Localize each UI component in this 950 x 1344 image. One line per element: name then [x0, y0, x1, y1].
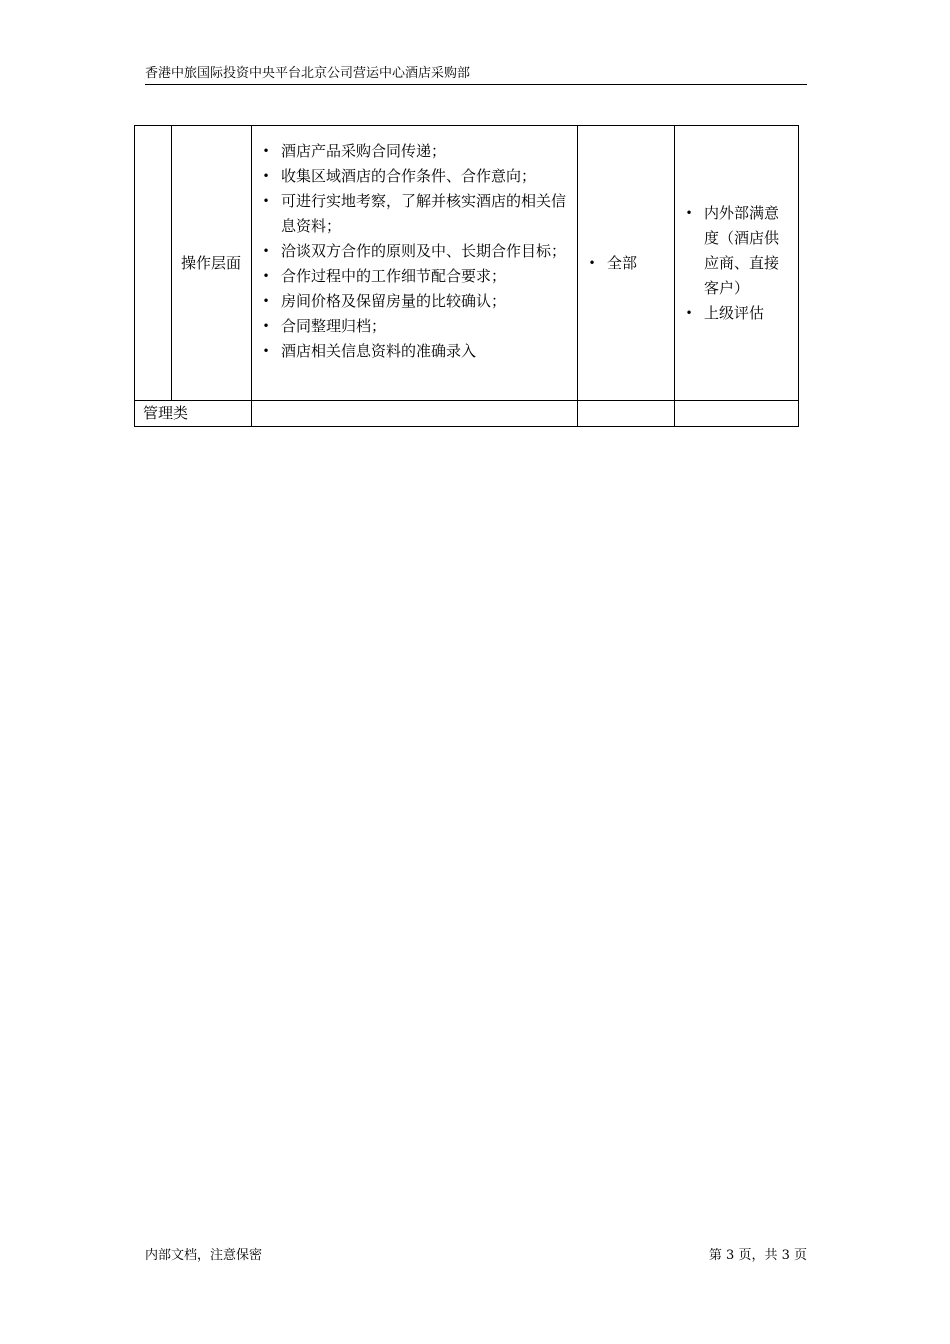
category-cell: 管理类: [135, 401, 252, 427]
list-item: [260, 139, 569, 164]
scope-list: [578, 251, 674, 276]
bullet-dot-icon: •: [262, 193, 270, 208]
level-cell: 操作层面: [172, 126, 252, 401]
list-item: [260, 339, 569, 364]
list-item: [683, 201, 790, 301]
evaluation-list: [675, 201, 798, 326]
bullet-dot-icon: •: [262, 243, 270, 258]
list-item-text: 全部: [607, 253, 638, 272]
table-row: [135, 401, 799, 427]
list-item-text: 内外部满意度（酒店供应商、直接客户）: [704, 203, 780, 297]
table-cell-empty: [578, 401, 675, 427]
bullet-dot-icon: •: [262, 268, 270, 283]
table-cell-empty: [135, 126, 172, 401]
table-cell-empty: [675, 401, 799, 427]
list-item-text: 房间价格及保留房量的比较确认；: [281, 291, 507, 310]
bullet-dot-icon: •: [262, 343, 270, 358]
bullet-dot-icon: •: [262, 318, 270, 333]
bullet-dot-icon: •: [685, 205, 693, 220]
list-item-text: 可进行实地考察，了解并核实酒店的相关信息资料；: [281, 191, 567, 235]
list-item: [260, 289, 569, 314]
duty-table: [134, 125, 799, 427]
header-divider: [145, 84, 807, 85]
footer-confidential: 内部文档，注意保密: [145, 1248, 263, 1263]
list-item: [586, 251, 666, 276]
list-item-text: 洽谈双方合作的原则及中、长期合作目标；: [281, 241, 567, 260]
page-header-title: 香港中旅国际投资中央平台北京公司营运中心酒店采购部: [145, 66, 471, 81]
scope-cell: [578, 126, 675, 401]
list-item: [260, 189, 569, 239]
list-item-text: 收集区域酒店的合作条件、合作意向；: [281, 166, 537, 185]
bullet-dot-icon: •: [262, 293, 270, 308]
list-item-text: 合作过程中的工作细节配合要求；: [281, 266, 507, 285]
list-item: [260, 164, 569, 189]
list-item: [260, 314, 569, 339]
table-row: [135, 126, 799, 401]
bullet-dot-icon: •: [588, 255, 596, 270]
list-item: [683, 301, 790, 326]
responsibility-list: [252, 134, 577, 393]
list-item-text: 上级评估: [704, 303, 765, 322]
list-item-text: 酒店相关信息资料的准确录入: [281, 341, 477, 360]
footer-page-number: 第 3 页，共 3 页: [708, 1248, 807, 1263]
list-item-text: 合同整理归档；: [281, 316, 387, 335]
table-cell-empty: [252, 401, 578, 427]
responsibilities-cell: [252, 126, 578, 401]
bullet-dot-icon: •: [685, 305, 693, 320]
evaluation-cell: [675, 126, 799, 401]
list-item-text: 酒店产品采购合同传递；: [281, 141, 447, 160]
bullet-dot-icon: •: [262, 168, 270, 183]
bullet-dot-icon: •: [262, 143, 270, 158]
list-item: [260, 264, 569, 289]
list-item: [260, 239, 569, 264]
